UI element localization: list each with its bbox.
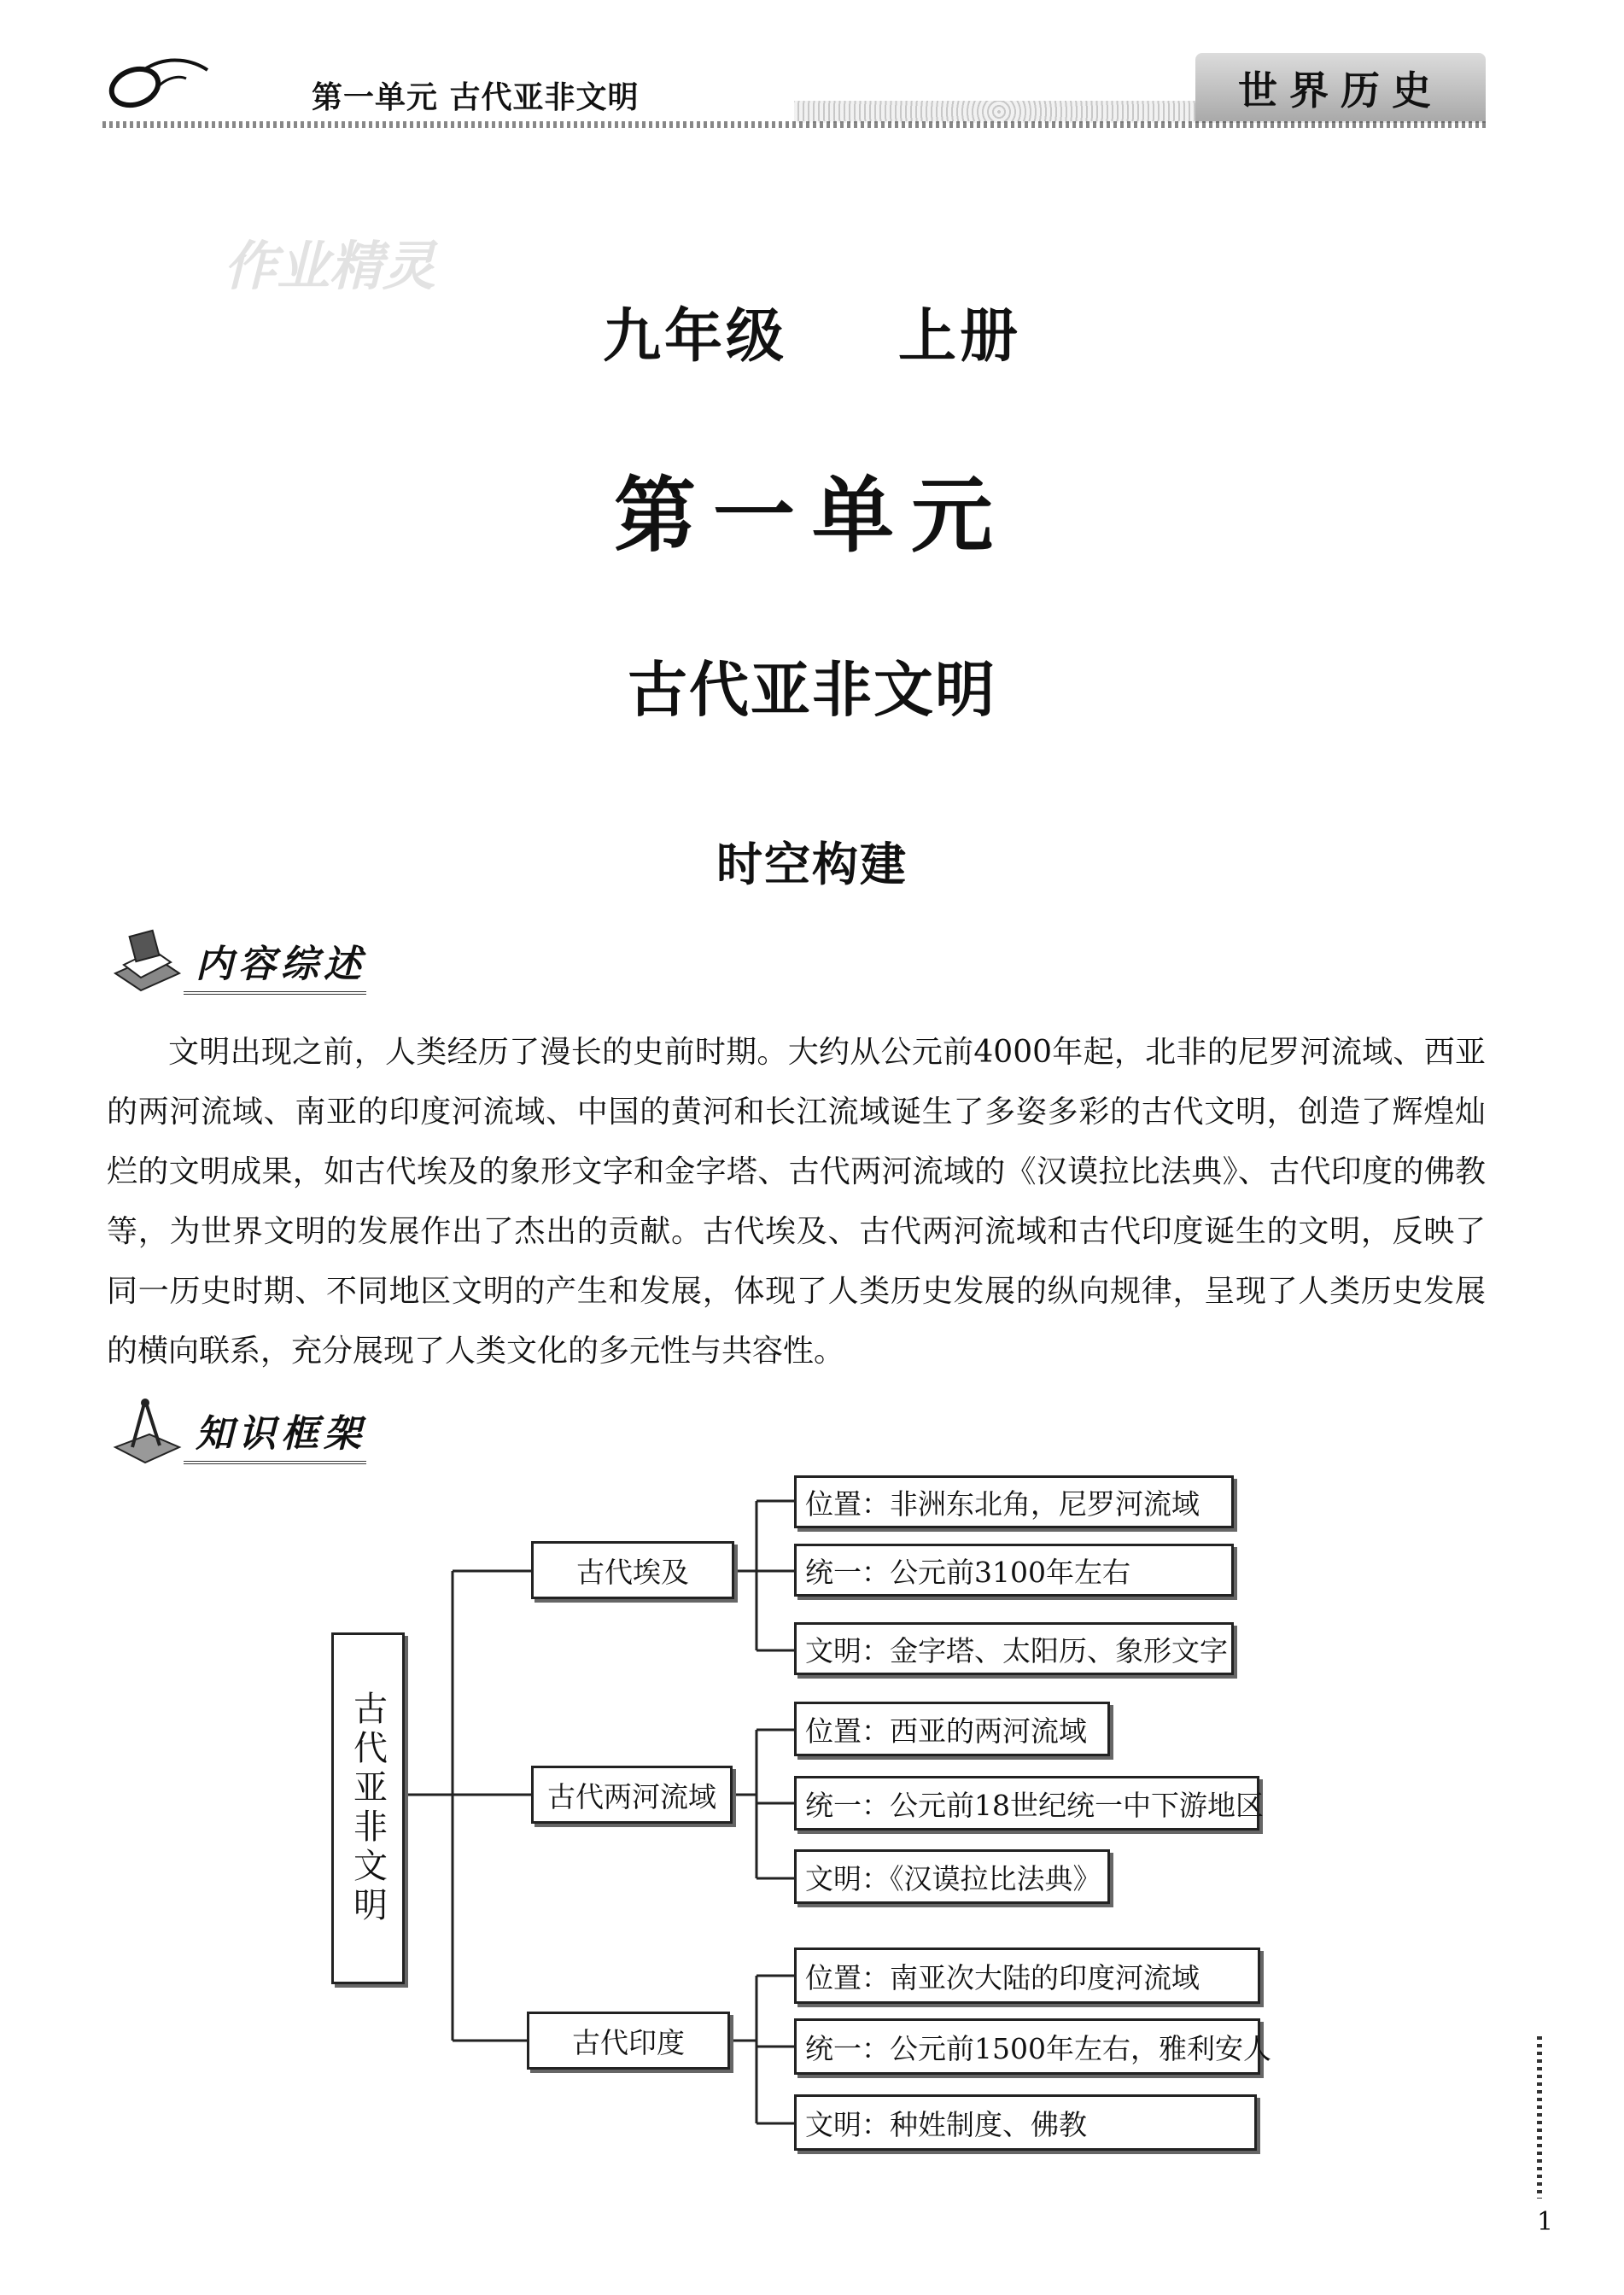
framework-root: 古代亚非文明 bbox=[331, 1632, 405, 1984]
india-location: 位置：南亚次大陆的印度河流域 bbox=[794, 1948, 1260, 2004]
volume-label: 上册 bbox=[898, 302, 1022, 371]
grade-label: 九年级 bbox=[602, 302, 787, 371]
branch-mesopotamia: 古代两河流域 bbox=[531, 1766, 733, 1824]
section-title: 时空构建 bbox=[716, 838, 908, 891]
mesopotamia-unification: 统一：公元前18世纪统一中下游地区 bbox=[794, 1776, 1259, 1831]
header-subject-label: 世界历史 bbox=[1238, 67, 1443, 114]
framework-heading-label: 知识框架 bbox=[184, 1403, 366, 1464]
branch-india: 古代印度 bbox=[527, 2012, 730, 2070]
india-civilization: 文明：种姓制度、佛教 bbox=[794, 2094, 1257, 2151]
summary-paragraph: 文明出现之前，人类经历了漫长的史前时期。大约从公元前4000年起，北非的尼罗河流域、西亚的两河流域、南亚的印度河流域、中国的黄河和长江流域诞生了多姿多彩的古代文明，创造了辉煌灿烂的文明成果，如古代埃及的象形文字和金字塔、古代两河流域的《汉谟拉比法典》、古代印度的佛教等，为世界文明的发展作出了杰出的贡献。古代埃及、古代两河流域和古代印度诞生的文明，反映了同一历史时期、不同地区文明的产生和发展，体现了人类历史发展的纵向规律，呈现了人类历史发展的横向联系，充分展现了人类文化的多元性与共容性。 bbox=[107, 1035, 1486, 1369]
header-title: 第一单元 古代亚非文明 bbox=[312, 80, 640, 115]
page-number: 1 bbox=[1537, 2207, 1554, 2237]
india-unification: 统一：公元前1500年左右，雅利安人 bbox=[794, 2018, 1260, 2075]
branch-egypt: 古代埃及 bbox=[531, 1541, 734, 1599]
egypt-location: 位置：非洲东北角，尼罗河流域 bbox=[794, 1475, 1234, 1528]
unit-title: 第一单元 bbox=[614, 468, 1010, 564]
mesopotamia-civilization: 文明：《汉谟拉比法典》 bbox=[794, 1849, 1110, 1904]
unit-name: 古代亚非文明 bbox=[628, 654, 996, 725]
mesopotamia-location: 位置：西亚的两河流域 bbox=[794, 1702, 1110, 1756]
egypt-unification: 统一：公元前3100年左右 bbox=[794, 1544, 1234, 1597]
watermark: 作业精灵 bbox=[224, 235, 436, 297]
summary-heading-label: 内容综述 bbox=[184, 933, 366, 995]
egypt-civilization: 文明：金字塔、太阳历、象形文字 bbox=[794, 1622, 1234, 1675]
margin-dots bbox=[1537, 2036, 1542, 2199]
